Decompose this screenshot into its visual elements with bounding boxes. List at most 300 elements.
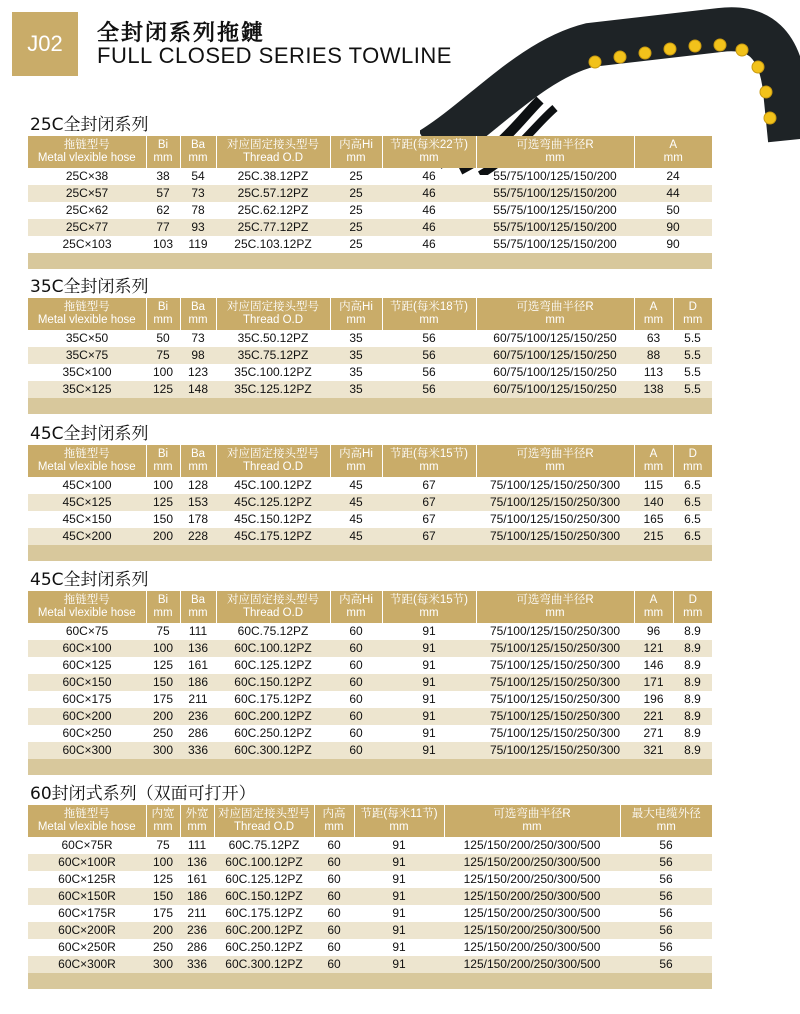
table-cell: 60	[327, 940, 341, 954]
table-cell: 45C.100.12PZ	[234, 478, 312, 492]
table-row	[28, 905, 712, 922]
table-cell: 45	[330, 494, 382, 511]
table-cell: 60/75/100/125/150/250	[476, 347, 634, 364]
column-header-unit: Metal vlexible hose	[37, 314, 136, 326]
table-cell: 111	[187, 838, 207, 852]
table-cell: 45	[330, 528, 382, 545]
column-header-unit: mm	[153, 461, 173, 473]
column-header-label: 节距(每米22节)	[390, 139, 468, 151]
column-header-label: 可选弯曲半径R	[516, 594, 594, 606]
column-header	[634, 298, 673, 330]
column-header	[28, 805, 146, 837]
column-header	[382, 445, 476, 477]
table-cell: 25	[349, 169, 363, 183]
table-cell: 60	[330, 674, 382, 691]
table-cell: 236	[180, 922, 214, 939]
table-cell: 236	[180, 708, 216, 725]
column-header-label: Ba	[190, 139, 206, 151]
table-cell: 60	[314, 888, 354, 905]
table-cell: 60C.200.12PZ	[216, 708, 330, 725]
section-45c	[28, 423, 712, 561]
section-title: 60封闭式系列（双面可打开）	[30, 784, 256, 804]
section-title: 45C全封闭系列	[30, 424, 149, 444]
spec-table	[28, 445, 712, 545]
table-cell: 25	[330, 185, 382, 202]
column-header-unit: mm	[187, 821, 207, 833]
table-cell: 60	[330, 640, 382, 657]
column-header-unit: mm	[153, 314, 173, 326]
table-cell: 165	[643, 512, 664, 526]
table-cell: 45	[349, 512, 363, 526]
table-cell: 45C×200	[28, 528, 146, 545]
table-cell: 35C×100	[62, 365, 112, 379]
table-cell: 148	[180, 381, 216, 398]
table-cell: 55/75/100/125/150/200	[493, 169, 617, 183]
table-cell: 8.9	[684, 658, 701, 672]
table-header-row	[28, 136, 712, 168]
table-cell: 25	[330, 219, 382, 236]
column-header-label: 拖链型号	[63, 139, 110, 151]
column-header-label: A	[649, 448, 658, 460]
table-cell: 45C.175.12PZ	[216, 528, 330, 545]
table-cell: 35C×75	[28, 347, 146, 364]
table-cell: 60C.300.12PZ	[214, 956, 314, 973]
table-cell: 25C.57.12PZ	[216, 185, 330, 202]
table-cell: 8.9	[673, 674, 712, 691]
table-header-row	[28, 591, 712, 623]
table-cell: 77	[146, 219, 180, 236]
column-header-label: 内高Hi	[339, 139, 373, 151]
column-header-label: Bi	[157, 594, 169, 606]
table-row	[28, 528, 712, 545]
table-cell: 25C×57	[28, 185, 146, 202]
table-cell: 91	[354, 956, 444, 973]
column-header-unit: mm	[656, 821, 676, 833]
section-footer-bar	[28, 973, 712, 989]
table-cell: 75	[156, 838, 170, 852]
table-cell: 24	[666, 169, 680, 183]
column-header-unit: mm	[188, 461, 208, 473]
column-header-unit: mm	[389, 821, 409, 833]
table-cell: 171	[634, 674, 673, 691]
table-cell: 60C.100.12PZ	[214, 854, 314, 871]
table-cell: 25C×38	[65, 169, 109, 183]
table-cell: 75/100/125/150/250/300	[489, 692, 621, 706]
table-cell: 60	[330, 742, 382, 759]
column-header-unit: mm	[346, 314, 366, 326]
table-cell: 56	[659, 940, 673, 954]
column-header-label: 对应固定接头型号	[218, 808, 310, 820]
column-header	[216, 445, 330, 477]
table-cell: 25	[349, 203, 363, 217]
table-cell: 200	[146, 708, 180, 725]
column-header-unit: mm	[683, 314, 703, 326]
table-cell: 35C.125.12PZ	[216, 381, 330, 398]
column-header	[146, 136, 180, 168]
table-cell: 211	[188, 692, 208, 706]
table-cell: 67	[382, 494, 476, 511]
table-cell: 67	[382, 528, 476, 545]
table-cell: 56	[422, 365, 436, 379]
table-cell: 150	[152, 512, 174, 526]
table-cell: 73	[180, 185, 216, 202]
column-header-unit: mm	[545, 607, 565, 619]
section-footer-bar	[28, 759, 712, 775]
column-header	[673, 298, 712, 330]
table-cell: 125	[146, 494, 180, 511]
table-cell: 56	[659, 872, 673, 886]
column-header-label: 内高Hi	[339, 594, 373, 606]
column-header-label: A	[669, 139, 678, 151]
table-cell: 200	[146, 528, 180, 545]
page-title-english: FULL CLOSED SERIES TOWLINE	[97, 43, 452, 68]
table-cell: 336	[180, 956, 214, 973]
column-header	[214, 805, 314, 837]
table-cell: 211	[187, 906, 207, 920]
column-header-unit: mm	[346, 607, 366, 619]
table-cell: 25C.103.12PZ	[234, 237, 312, 251]
table-cell: 45	[349, 478, 363, 492]
table-cell: 56	[659, 838, 673, 852]
table-cell: 50	[666, 203, 680, 217]
table-cell: 46	[422, 169, 436, 183]
column-header	[382, 136, 476, 168]
table-cell: 98	[180, 347, 216, 364]
table-cell: 136	[180, 640, 216, 657]
column-header-unit: mm	[545, 461, 565, 473]
table-cell: 35	[349, 365, 363, 379]
table-row	[28, 871, 712, 888]
column-header-unit: Thread O.D	[233, 821, 295, 833]
column-header-unit: Metal vlexible hose	[37, 152, 136, 164]
column-header-label: 可选弯曲半径R	[493, 808, 571, 820]
column-header	[634, 136, 712, 168]
column-header-label: 节距(每米15节)	[390, 448, 468, 460]
table-cell: 96	[646, 624, 661, 638]
table-cell: 46	[422, 237, 436, 251]
table-cell: 153	[180, 494, 216, 511]
table-cell: 25C×62	[65, 203, 109, 217]
column-header-unit: Thread O.D	[242, 152, 304, 164]
table-cell: 75/100/125/150/250/300	[489, 658, 621, 672]
table-header-row	[28, 805, 712, 837]
table-cell: 186	[180, 674, 216, 691]
table-cell: 300	[146, 742, 180, 759]
table-cell: 75	[146, 347, 180, 364]
table-header-row	[28, 445, 712, 477]
table-row	[28, 837, 712, 854]
table-cell: 336	[180, 742, 216, 759]
column-header-label: 内高Hi	[339, 448, 373, 460]
table-cell: 125/150/200/250/300/500	[444, 888, 620, 905]
table-cell: 90	[666, 237, 680, 251]
column-header-unit: mm	[545, 152, 565, 164]
table-cell: 50	[156, 331, 170, 345]
table-cell: 60C×100	[28, 640, 146, 657]
table-row	[28, 725, 712, 742]
spec-table	[28, 136, 712, 253]
table-cell: 128	[187, 478, 209, 492]
section-footer-bar	[28, 398, 712, 414]
table-cell: 35	[330, 381, 382, 398]
table-cell: 54	[191, 169, 205, 183]
table-cell: 75/100/125/150/250/300	[489, 478, 621, 492]
table-cell: 100	[152, 365, 174, 379]
column-header-unit: mm	[683, 461, 703, 473]
table-row	[28, 640, 712, 657]
column-header	[444, 805, 620, 837]
column-header	[180, 805, 214, 837]
table-cell: 55/75/100/125/150/200	[493, 237, 617, 251]
table-cell: 88	[634, 347, 673, 364]
column-header-unit: mm	[545, 314, 565, 326]
table-cell: 75/100/125/150/250/300	[489, 512, 621, 526]
table-cell: 91	[354, 854, 444, 871]
column-header-unit: mm	[663, 152, 683, 164]
table-cell: 60C×250R	[58, 940, 116, 954]
table-cell: 56	[422, 331, 436, 345]
table-cell: 125	[152, 872, 174, 886]
column-header	[180, 591, 216, 623]
table-cell: 125/150/200/250/300/500	[444, 922, 620, 939]
column-header	[673, 445, 712, 477]
table-cell: 125/150/200/250/300/500	[463, 906, 601, 920]
column-header-unit: mm	[153, 607, 173, 619]
table-row	[28, 708, 712, 725]
table-cell: 35	[349, 331, 363, 345]
column-header-label: Ba	[190, 594, 206, 606]
table-cell: 45C.150.12PZ	[234, 512, 312, 526]
column-header-label: 外宽	[185, 808, 209, 820]
table-cell: 161	[187, 658, 209, 672]
table-cell: 91	[392, 906, 406, 920]
table-cell: 75/100/125/150/250/300	[476, 742, 634, 759]
table-cell: 60	[349, 624, 363, 638]
column-header	[180, 445, 216, 477]
table-cell: 60/75/100/125/150/250	[493, 365, 617, 379]
table-row	[28, 202, 712, 219]
column-header	[330, 591, 382, 623]
catalog-code: J02	[27, 31, 63, 56]
table-cell: 91	[354, 888, 444, 905]
column-header	[216, 591, 330, 623]
column-header-unit: mm	[683, 607, 703, 619]
column-header-unit: Thread O.D	[242, 461, 304, 473]
table-cell: 45C.125.12PZ	[216, 494, 330, 511]
column-header	[330, 298, 382, 330]
table-cell: 60C.250.12PZ	[234, 726, 312, 740]
table-cell: 60C×300	[28, 742, 146, 759]
column-header	[146, 591, 180, 623]
table-body	[28, 623, 712, 759]
spec-table	[28, 591, 712, 759]
table-cell: 46	[382, 185, 476, 202]
table-cell: 35C.50.12PZ	[237, 331, 309, 345]
table-cell: 175	[152, 906, 174, 920]
column-header-unit: mm	[419, 607, 439, 619]
table-row	[28, 674, 712, 691]
table-cell: 91	[392, 838, 406, 852]
table-cell: 35C.100.12PZ	[234, 365, 312, 379]
table-cell: 90	[634, 219, 712, 236]
table-cell: 140	[634, 494, 673, 511]
table-cell: 91	[382, 674, 476, 691]
table-body	[28, 837, 712, 973]
table-cell: 215	[634, 528, 673, 545]
table-cell: 60C.300.12PZ	[216, 742, 330, 759]
table-cell: 60C×75	[65, 624, 109, 638]
table-cell: 55/75/100/125/150/200	[476, 185, 634, 202]
column-header-label: 对应固定接头型号	[227, 139, 319, 151]
table-cell: 125/150/200/250/300/500	[444, 854, 620, 871]
table-cell: 91	[382, 640, 476, 657]
table-cell: 138	[634, 381, 673, 398]
table-cell: 125	[152, 658, 174, 672]
column-header	[354, 805, 444, 837]
table-cell: 123	[187, 365, 209, 379]
table-cell: 121	[634, 640, 673, 657]
table-row	[28, 956, 712, 973]
column-header-unit: Thread O.D	[242, 607, 304, 619]
table-cell: 60	[327, 872, 341, 886]
column-header-unit: mm	[643, 461, 664, 473]
table-cell: 67	[422, 512, 436, 526]
section-footer-bar	[28, 253, 712, 269]
column-header-unit: Metal vlexible hose	[37, 461, 136, 473]
column-header	[476, 591, 634, 623]
table-cell: 286	[186, 940, 208, 954]
column-header-unit: mm	[153, 821, 173, 833]
section-footer-bar	[28, 545, 712, 561]
table-cell: 91	[422, 692, 436, 706]
table-cell: 60	[314, 956, 354, 973]
table-cell: 228	[180, 528, 216, 545]
column-header-label: 对应固定接头型号	[227, 594, 319, 606]
column-header	[476, 445, 634, 477]
table-cell: 38	[156, 169, 170, 183]
table-cell: 60C.175.12PZ	[234, 692, 312, 706]
column-header	[28, 445, 146, 477]
table-cell: 60C×75R	[61, 838, 113, 852]
table-cell: 60C×125R	[58, 872, 116, 886]
column-header-label: Bi	[157, 139, 169, 151]
table-cell: 60	[349, 692, 363, 706]
table-cell: 93	[180, 219, 216, 236]
table-cell: 60C.75.12PZ	[228, 838, 300, 852]
table-cell: 56	[382, 381, 476, 398]
column-header-unit: mm	[346, 152, 366, 164]
table-cell: 91	[354, 922, 444, 939]
column-header-unit: mm	[419, 314, 439, 326]
table-cell: 250	[152, 940, 174, 954]
table-cell: 78	[191, 203, 205, 217]
table-cell: 56	[620, 956, 712, 973]
column-header-unit: mm	[522, 821, 542, 833]
table-row	[28, 219, 712, 236]
table-row	[28, 888, 712, 905]
table-cell: 60	[327, 906, 341, 920]
table-cell: 56	[382, 347, 476, 364]
section-title: 25C全封闭系列	[30, 115, 149, 135]
table-cell: 25C×103	[62, 237, 112, 251]
table-row	[28, 511, 712, 528]
table-cell: 100	[146, 640, 180, 657]
table-cell: 60C.75.12PZ	[237, 624, 309, 638]
table-header-row	[28, 298, 712, 330]
table-cell: 56	[620, 888, 712, 905]
column-header	[146, 445, 180, 477]
column-header-label: 对应固定接头型号	[227, 301, 319, 313]
column-header-unit: Thread O.D	[242, 314, 304, 326]
table-cell: 60C.100.12PZ	[216, 640, 330, 657]
section-35c	[28, 276, 712, 414]
table-cell: 100	[146, 854, 180, 871]
table-cell: 44	[634, 185, 712, 202]
table-row	[28, 623, 712, 640]
table-row	[28, 691, 712, 708]
column-header-label: 节距(每米15节)	[390, 594, 468, 606]
table-cell: 60C×200R	[28, 922, 146, 939]
column-header	[216, 136, 330, 168]
table-cell: 60	[349, 726, 363, 740]
table-cell: 56	[620, 922, 712, 939]
table-cell: 5.5	[684, 331, 701, 345]
table-cell: 103	[152, 237, 174, 251]
table-cell: 55/75/100/125/150/200	[493, 203, 617, 217]
table-cell: 91	[422, 624, 436, 638]
table-cell: 75/100/125/150/250/300	[476, 528, 634, 545]
section-25c	[28, 114, 712, 269]
column-header-unit: mm	[643, 314, 664, 326]
table-cell: 186	[180, 888, 214, 905]
table-cell: 150	[146, 888, 180, 905]
table-cell: 60	[349, 658, 363, 672]
column-header-label: D	[688, 301, 697, 313]
table-cell: 60	[314, 922, 354, 939]
table-cell: 161	[186, 872, 208, 886]
table-cell: 75/100/125/150/250/300	[489, 726, 621, 740]
table-cell: 75	[156, 624, 170, 638]
table-row	[28, 494, 712, 511]
column-header-unit: mm	[153, 152, 173, 164]
table-cell: 35	[330, 347, 382, 364]
column-header	[330, 445, 382, 477]
column-header	[330, 136, 382, 168]
table-cell: 91	[382, 742, 476, 759]
table-cell: 8.9	[673, 708, 712, 725]
table-row	[28, 347, 712, 364]
table-cell: 178	[187, 512, 209, 526]
table-cell: 60C.250.12PZ	[225, 940, 303, 954]
table-row	[28, 742, 712, 759]
column-header	[314, 805, 354, 837]
table-row	[28, 854, 712, 871]
table-cell: 60C×125	[62, 658, 112, 672]
spec-table	[28, 805, 712, 973]
table-cell: 25C.38.12PZ	[237, 169, 309, 183]
table-row	[28, 939, 712, 956]
column-header-label: A	[649, 301, 658, 313]
table-cell: 125/150/200/250/300/500	[463, 872, 601, 886]
table-cell: 46	[422, 203, 436, 217]
column-header-label: 拖链型号	[63, 594, 110, 606]
column-header-unit: mm	[188, 607, 208, 619]
table-cell: 60C×150	[28, 674, 146, 691]
table-row	[28, 185, 712, 202]
table-cell: 8.9	[673, 742, 712, 759]
column-header-label: Bi	[157, 448, 169, 460]
column-header-label: 可选弯曲半径R	[516, 448, 594, 460]
